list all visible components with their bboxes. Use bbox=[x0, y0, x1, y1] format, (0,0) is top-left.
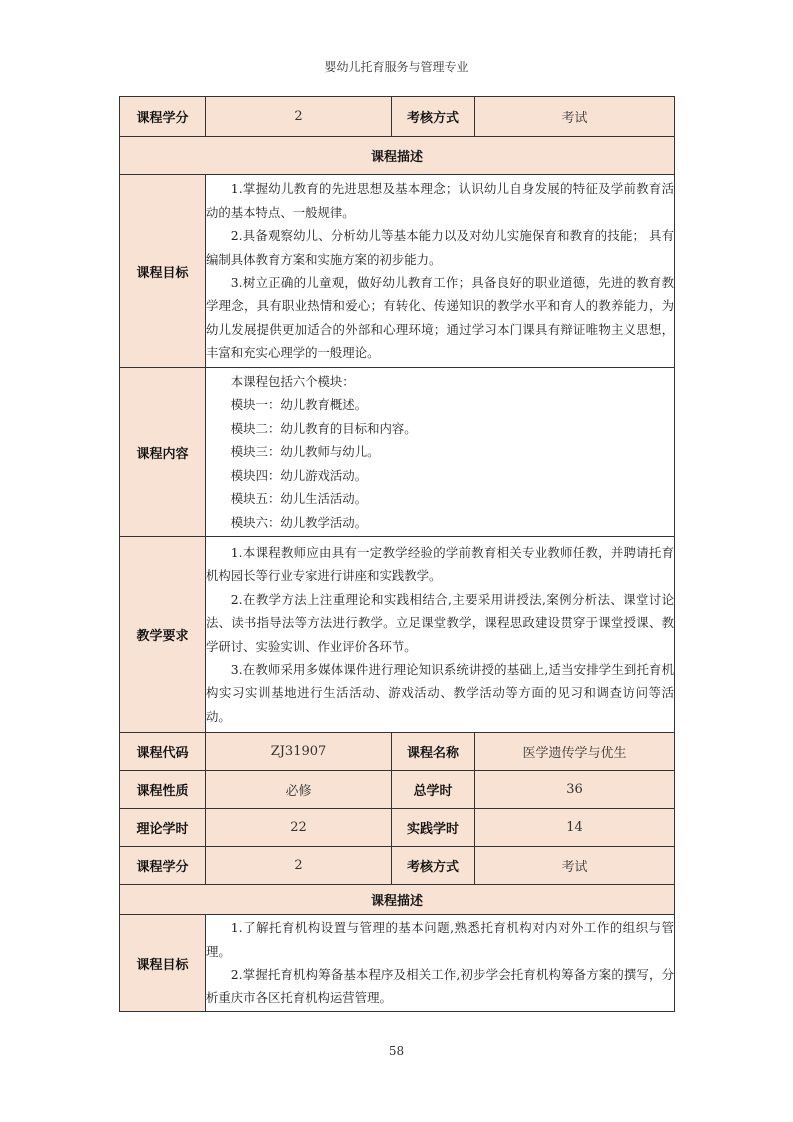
assessment-label: 考核方式 bbox=[392, 847, 475, 885]
hours-label: 总学时 bbox=[392, 771, 475, 809]
course-table bbox=[119, 96, 675, 1012]
code-label: 课程代码 bbox=[120, 733, 206, 771]
table-row bbox=[120, 97, 675, 137]
nature-value: 必修 bbox=[206, 771, 392, 809]
page-number: 58 bbox=[388, 1044, 405, 1058]
table-row bbox=[120, 915, 675, 1012]
credits-label: 课程学分 bbox=[120, 97, 206, 137]
table-row bbox=[120, 809, 675, 847]
description-header: 课程描述 bbox=[120, 137, 675, 175]
practice-label: 实践学时 bbox=[392, 809, 475, 847]
theory-value: 22 bbox=[206, 809, 392, 847]
nature-label: 课程性质 bbox=[120, 771, 206, 809]
content-label: 课程内容 bbox=[120, 368, 206, 537]
teaching-item: 3.在教师采用多媒体课件进行理论知识系统讲授的基础上,适当安排学生到托育机构实习实训基地进行生活活动、游戏活动、教学活动等方面的见习和调查访问等活动。 bbox=[206, 661, 674, 724]
teaching-label: 教学要求 bbox=[120, 537, 206, 733]
content-item: 模块一：幼儿教育概述。 bbox=[230, 397, 368, 413]
table-row bbox=[120, 537, 675, 733]
objectives-text bbox=[206, 175, 675, 368]
credits-value: 2 bbox=[206, 847, 392, 885]
code-value: ZJ31907 bbox=[206, 733, 392, 771]
table-row bbox=[120, 885, 675, 915]
table-row bbox=[120, 175, 675, 368]
table-row bbox=[120, 847, 675, 885]
objective-item: 2.具备观察幼儿、分析幼儿等基本能力以及对幼儿实施保育和教育的技能； 具有编制具体教育方案和实施方案的初步能力。 bbox=[206, 228, 674, 267]
teaching-item: 1.本课程教师应由具有一定教学经验的学前教育相关专业教师任教，并聘请托育机构园长等行业专家进行讲座和实践教学。 bbox=[206, 544, 674, 584]
content-text bbox=[206, 368, 675, 537]
assessment-label: 考核方式 bbox=[392, 97, 475, 137]
objectives-label: 课程目标 bbox=[120, 915, 206, 1012]
content-item: 模块四：幼儿游戏活动。 bbox=[230, 467, 368, 483]
theory-label: 理论学时 bbox=[120, 809, 206, 847]
table-row bbox=[120, 368, 675, 537]
table-row bbox=[120, 733, 675, 771]
content-item: 本课程包括六个模块： bbox=[230, 374, 355, 390]
credits-label: 课程学分 bbox=[120, 847, 206, 885]
objective-item: 2.掌握托育机构筹备基本程序及相关工作,初步学会托育机构筹备方案的撰写，分析重庆市各区托育机构运营管理。 bbox=[206, 967, 674, 1006]
objectives-text bbox=[206, 915, 675, 1012]
table-row bbox=[120, 771, 675, 809]
teaching-item: 2.在教学方法上注重理论和实践相结合,主要采用讲授法,案例分析法、课堂讨论法、读书指导法等方法进行教学。立足课堂教学，课程思政建设贯穿于课堂授课、教学研讨、实验实训、作业评价各环节。 bbox=[206, 591, 674, 654]
content-item: 模块三：幼儿教师与幼儿。 bbox=[230, 444, 380, 460]
assessment-value: 考试 bbox=[475, 97, 675, 137]
assessment-value: 考试 bbox=[475, 847, 675, 885]
content-item: 模块二：幼儿教育的目标和内容。 bbox=[230, 420, 417, 436]
objective-item: 1.掌握幼儿教育的先进思想及基本理念；认识幼儿自身发展的特征及学前教育活动的基本特点、一般规律。 bbox=[206, 181, 674, 220]
description-header: 课程描述 bbox=[120, 885, 675, 915]
table-row bbox=[120, 137, 675, 175]
content-item: 模块五：幼儿生活活动。 bbox=[230, 491, 368, 507]
hours-value: 36 bbox=[475, 771, 675, 809]
name-label: 课程名称 bbox=[392, 733, 475, 771]
page-header: 婴幼儿托育服务与管理专业 bbox=[324, 60, 469, 74]
objective-item: 3.树立正确的儿童观，做好幼儿教育工作；具备良好的职业道德，先进的教育教学理念，具有职业热情和爱心；有转化、传递知识的教学水平和育人的教养能力，为幼儿发展提供更加适合的外部和心理环境；通过学习本门课具有辩证唯物主义思想，丰富和充实心理学的一般理论。 bbox=[206, 275, 674, 361]
objective-item: 1.了解托育机构设置与管理的基本问题,熟悉托育机构对内对外工作的组织与管理。 bbox=[206, 920, 674, 959]
teaching-text bbox=[206, 537, 675, 733]
objectives-label: 课程目标 bbox=[120, 175, 206, 368]
content-item: 模块六：幼儿教学活动。 bbox=[230, 514, 368, 530]
practice-value: 14 bbox=[475, 809, 675, 847]
name-value: 医学遗传学与优生 bbox=[475, 733, 675, 771]
credits-value: 2 bbox=[206, 97, 392, 137]
